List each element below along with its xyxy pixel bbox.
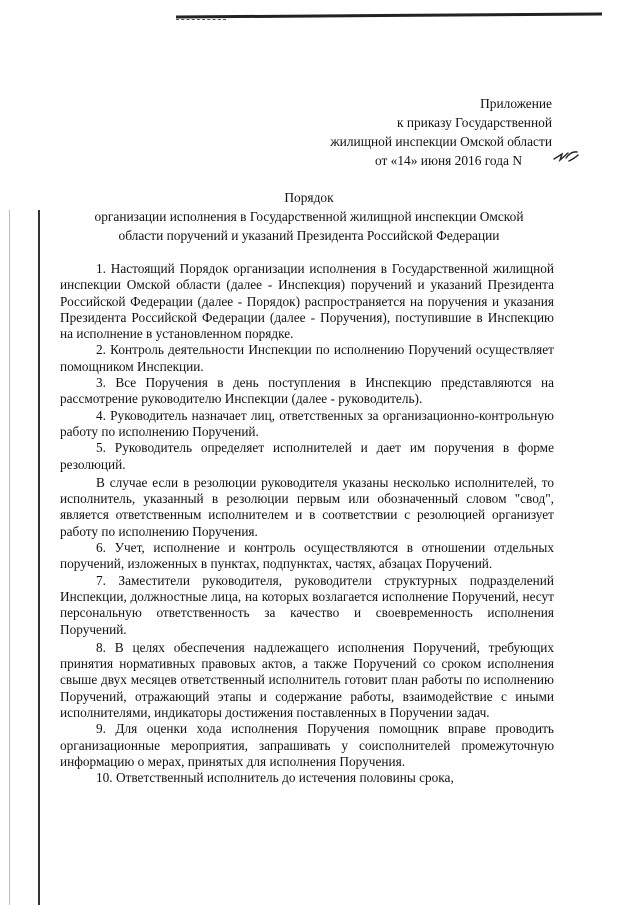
left-scan-edge (38, 210, 40, 905)
paragraph-4: 4. Руководитель назначает лиц, ответственных за организационно-контрольную работу по исполнению Поручений. (60, 407, 554, 439)
paragraph-10: 10. Ответственный исполнитель до истечения половины срока, (96, 770, 454, 786)
header-line-2: к приказу Государственной (396, 115, 552, 130)
paragraph-3: 3. Все Поручения в день поступления в Инспекцию представляются на рассмотрение руководителю Инспекции (далее - руководитель). (60, 375, 554, 407)
paragraph-7: 7. Заместители руководителя, руководители структурных подразделений Инспекции, должностные лица, на которых возлагается исполнение Поручений, несут персональную ответственность за качество и своевременность исполнения Поручений. (60, 572, 554, 637)
paragraph-8: 8. В целях обеспечения надлежащего исполнения Поручений, требующих принятия нормативных правовых актов, а также Поручений со сроком исполнения свыше двух месяцев ответственный исполнитель готовит план работы по исполнению Поручений, отражающий этапы и содержание работы, взаимодействие с иными исполнителями, индикаторы достижения поставленных в Поручении задач. (60, 639, 554, 721)
top-scan-rule (176, 13, 602, 19)
paragraph-1: 1. Настоящий Порядок организации исполнения в Государственной жилищной инспекции Омской области (далее - Инспекция) поручений и указаний Президента Российской Федерации (далее - Порядок) распространяется на поручения и указания Президента Российской Федерации (далее - Поручения), поступившие в Инспекцию на исполнение в установленном порядке. (60, 261, 554, 342)
header-line-3: жилищной инспекции Омской области (330, 134, 552, 149)
title-line-2: организации исполнения в Государственной жилищной инспекции Омской (94, 209, 524, 224)
document-body (60, 261, 554, 787)
title-line-1: Порядок (284, 190, 334, 205)
handwritten-number-mark (553, 149, 579, 163)
document-title (74, 188, 544, 245)
top-scan-dash (176, 19, 226, 21)
paragraph-9: 9. Для оценки хода исполнения Поручения помощник вправе проводить организационные мероприятия, запрашивать у соисполнителей промежуточную информацию о мерах, принятых для исполнения Поручения. (60, 721, 554, 769)
paragraph-6: 6. Учет, исполнение и контроль осуществляются в отношении отдельных поручений, изложенных в пунктах, подпунктах, частях, абзацах Поручений. (60, 540, 554, 572)
header-line-4 (252, 151, 552, 170)
appendix-header (252, 94, 552, 170)
paragraph-5: 5. Руководитель определяет исполнителей и дает им поручения в форме резолюций. (60, 440, 554, 472)
left-scan-shadow (9, 210, 10, 905)
paragraph-2: 2. Контроль деятельности Инспекции по исполнению Поручений осуществляет помощником Инспекции. (60, 342, 554, 374)
header-line-1: Приложение (480, 96, 552, 111)
header-date-text: от «14» июня 2016 года N (374, 153, 522, 168)
title-line-3: области поручений и указаний Президента Российской Федерации (118, 228, 500, 243)
paragraph-5-note: В случае если в резолюции руководителя указаны несколько исполнителей, то исполнитель, указанный в резолюции первым или обозначенный словом "свод", является ответственным исполнителем и в соответствии с резолюцией организует работу по исполнению Поручения. (60, 474, 554, 539)
